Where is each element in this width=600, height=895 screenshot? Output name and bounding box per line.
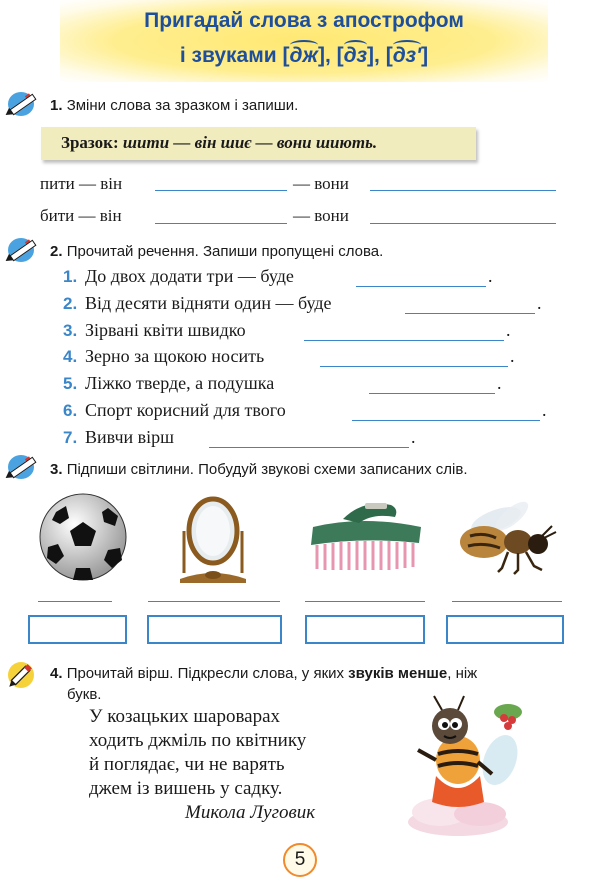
answer-line[interactable] bbox=[352, 420, 540, 421]
sound-dz-soft: дз' bbox=[392, 44, 422, 67]
poem-line: джем із вишень у садку. bbox=[89, 778, 283, 799]
pencil-icon bbox=[6, 658, 38, 690]
mirror-icon bbox=[176, 495, 250, 587]
sentence-end: . bbox=[510, 346, 515, 366]
answer-line[interactable] bbox=[155, 190, 287, 191]
answer-line[interactable] bbox=[304, 340, 504, 341]
soccer-ball-icon bbox=[38, 492, 128, 582]
title-sep: ], [ bbox=[317, 44, 344, 67]
sentence: 6. Спорт корисний для твого bbox=[63, 400, 286, 420]
sentence: 7. Вивчи вірш bbox=[63, 427, 174, 447]
task1-row-they: — вони bbox=[293, 174, 349, 193]
caption-line[interactable] bbox=[305, 601, 425, 602]
title-prefix: і звуками [ bbox=[179, 44, 290, 67]
sentence: 2. Від десяти відняти один — буде bbox=[63, 293, 332, 313]
answer-line[interactable] bbox=[369, 393, 495, 394]
poem-line: й поглядає, чи не варять bbox=[89, 754, 285, 775]
answer-line[interactable] bbox=[155, 223, 287, 224]
pencil-icon bbox=[6, 234, 38, 266]
task4-instruction: 4. Прочитай вірш. Підкресли слова, у яких звуків менше, ніж букв. bbox=[50, 665, 478, 703]
answer-line[interactable] bbox=[209, 447, 409, 448]
sentence: 1. До двох додати три — буде bbox=[63, 266, 294, 286]
caption-line[interactable] bbox=[38, 601, 112, 602]
answer-line[interactable] bbox=[370, 223, 556, 224]
page-title-line1: Пригадай слова з апострофом bbox=[144, 9, 464, 32]
sound-dz: дз bbox=[343, 44, 368, 67]
bee-icon bbox=[456, 498, 560, 578]
sentence: 5. Ліжко тверде, а подушка bbox=[63, 373, 275, 393]
sound-scheme-box[interactable] bbox=[28, 615, 127, 644]
pencil-icon bbox=[6, 451, 38, 483]
answer-line[interactable] bbox=[320, 366, 508, 367]
task1-row: пити — він bbox=[40, 174, 123, 193]
poem-line: У козацьких шароварах bbox=[89, 706, 281, 727]
bumblebee-illustration bbox=[388, 690, 528, 840]
sentence-end: . bbox=[488, 266, 493, 286]
caption-line[interactable] bbox=[148, 601, 280, 602]
sentence-end: . bbox=[542, 400, 547, 420]
sentence-end: . bbox=[497, 373, 502, 393]
sound-scheme-box[interactable] bbox=[305, 615, 425, 644]
task1-instruction: 1. Зміни слова за зразком і запиши. bbox=[50, 97, 299, 114]
answer-line[interactable] bbox=[370, 190, 556, 191]
sound-scheme-box[interactable] bbox=[147, 615, 282, 644]
sample-label: Зразок: bbox=[61, 133, 119, 152]
poem-author: Микола Луговик bbox=[185, 802, 316, 823]
task3-instruction: 3. Підпиши світлини. Побудуй звукові схеми записаних слів. bbox=[50, 461, 468, 478]
task1-row: бити — він bbox=[40, 206, 122, 225]
sentence: 4. Зерно за щокою носить bbox=[63, 346, 265, 366]
sample-text: шити — він шиє — вони шиють. bbox=[122, 133, 378, 152]
answer-line[interactable] bbox=[356, 286, 486, 287]
sound-scheme-box[interactable] bbox=[446, 615, 564, 644]
sample-box bbox=[41, 127, 476, 160]
title-sep: ], [ bbox=[367, 44, 393, 67]
task2-instruction: 2. Прочитай речення. Запиши пропущені слова. bbox=[50, 243, 384, 260]
caption-line[interactable] bbox=[452, 601, 562, 602]
poem bbox=[89, 705, 315, 825]
sound-dzh: дж bbox=[289, 44, 318, 67]
page-title-line2 bbox=[60, 44, 548, 68]
poem-line: ходить джміль по квітнику bbox=[89, 730, 307, 751]
header-banner bbox=[60, 0, 548, 82]
brush-icon bbox=[303, 497, 429, 575]
answer-line[interactable] bbox=[405, 313, 535, 314]
sentence-end: . bbox=[537, 293, 542, 313]
sentence-end: . bbox=[506, 320, 511, 340]
bold-phrase: звуків менше bbox=[348, 665, 448, 682]
pencil-icon bbox=[6, 88, 38, 120]
sentence-end: . bbox=[411, 427, 416, 447]
title-end: ] bbox=[421, 44, 429, 67]
sentence: 3. Зірвані квіти швидко bbox=[63, 320, 246, 340]
task1-row-they: — вони bbox=[293, 206, 349, 225]
page-number: 5 bbox=[283, 843, 317, 877]
